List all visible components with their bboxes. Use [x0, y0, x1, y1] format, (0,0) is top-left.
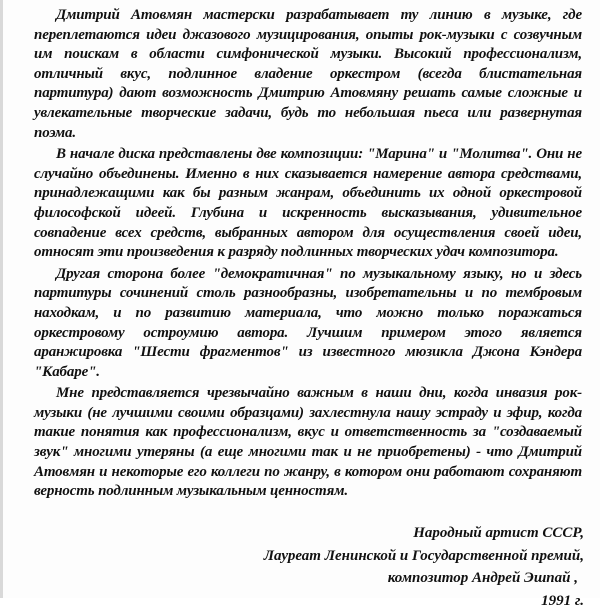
signature-year: 1991 г.: [144, 590, 584, 612]
signature-award: Лауреат Ленинской и Государственной премий,: [144, 545, 584, 568]
signature-author: композитор Андрей Эшпай ,: [144, 567, 584, 590]
paragraph-1: Дмитрий Атовмян мастерски разрабатывает ту линию в музыке, где переплетаются идеи джазового музицирования, опыты рок-музыки с созвучным им поискам в области симфонической музыки. Высокий профессионализм, отличный вкус, подлинное владение оркестром (всегда блистательная партитура) дают возможность Дмитрию Атовмяну решать самые сложные и увлекательные творческие задачи, будь то небольшая пьеса или развернутая поэма.: [34, 6, 582, 143]
paragraph-2: В начале диска представлены две композиции: "Марина" и "Молитва". Они не случайно объединены. Именно в них сказывается намерение автора средствами, принадлежащими как бы разным жанрам, объединить их одной оркестровой философской идеей. Глубина и искренность высказывания, удивительное совпадение всех средств, выбранных автором для осуществления своей идеи, относят эти произведения к разряду подлинных творческих удач композитора.: [34, 145, 582, 263]
scan-edge-shadow: [0, 0, 3, 598]
signature-block: [144, 522, 584, 612]
signature-title: Народный артист СССР,: [144, 522, 584, 545]
article-body: [34, 6, 582, 502]
paragraph-4: Мне представляется чрезвычайно важным в наши дни, когда инвазия рок-музыки (не лучшими своими образцами) захлестнула нашу эстраду и эфир, когда такие понятия как профессионализм, вкус и ответственность за "создаваемый звук" многими утеряны (а еще многими так и не приобретены) - что Дмитрий Атовмян и некоторые его коллеги по жанру, в котором они работают сохраняют верность подлинным музыкальным ценностям.: [34, 384, 582, 502]
paragraph-3: Другая сторона более "демократичная" по музыкальному языку, но и здесь партитуры сочинений столь разнообразны, изобретательны и по тембровым находкам, и по развитию материала, что можно только поражаться оркестровому остроумию автора. Лучшим примером этого является аранжировка "Шести фрагментов" из известного мюзикла Джона Кэндера "Кабаре".: [34, 265, 582, 383]
